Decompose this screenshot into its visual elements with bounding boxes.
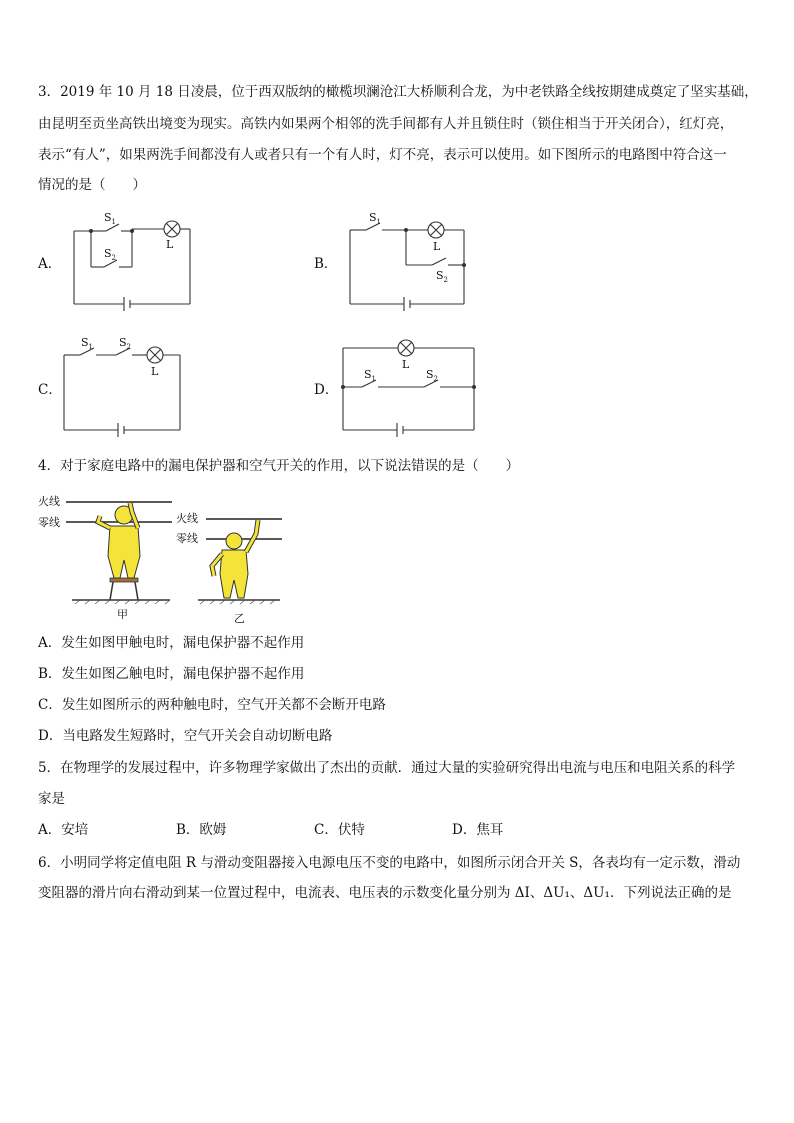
svg-text:S2: $S_2$	[436, 269, 449, 284]
svg-text:火线: 火线	[176, 512, 198, 525]
svg-text:S1: $S_1$	[104, 211, 117, 226]
svg-text:S2: $S_2$	[104, 247, 117, 262]
q3-option-b-label[interactable]: B．	[314, 256, 338, 272]
q4-option-c[interactable]: C．发生如图所示的两种触电时，空气开关都不会断开电路	[38, 697, 386, 713]
svg-text:零线: 零线	[38, 516, 60, 529]
q3-stem-line-4: 情况的是（ ）	[38, 177, 146, 193]
q3-stem-line-1: 3．2019 年 10 月 18 日凌晨，位于西双版纳的橄榄坝澜沧江大桥顺利合龙，为中老铁路全线按期建成奠定了坚实基础，	[38, 84, 758, 100]
svg-text:L: L	[166, 238, 174, 251]
q3-option-d-label[interactable]: D．	[314, 382, 339, 398]
svg-text:S2: $S_2$	[426, 368, 439, 383]
q6-stem-line-2: 变阻器的滑片向右滑动到某一位置过程中，电流表、电压表的示数变化量分别为 ΔI、ΔU₁、ΔU₁．下列说法正确的是	[38, 885, 732, 901]
q4-option-d[interactable]: D．当电路发生短路时，空气开关会自动切断电路	[38, 728, 333, 744]
q4-stem: 4．对于家庭电路中的漏电保护器和空气开关的作用，以下说法错误的是（ ）	[38, 458, 520, 474]
q5-option-a[interactable]: A．安培	[38, 822, 89, 838]
q3-option-a-label[interactable]: A．	[38, 256, 62, 272]
svg-text:S1: $S_1$	[369, 211, 382, 226]
q3-option-c-label[interactable]: C．	[38, 382, 62, 398]
q5-option-d[interactable]: D．焦耳	[452, 822, 504, 838]
q5-option-b[interactable]: B．欧姆	[176, 822, 227, 838]
q5-option-c[interactable]: C．伏特	[314, 822, 365, 838]
q5-stem-line-1: 5．在物理学的发展过程中，许多物理学家做出了杰出的贡献．通过大量的实验研究得出电流与电压和电阻关系的科学	[38, 760, 736, 776]
svg-text:S2: $S_2$	[119, 336, 132, 351]
q6-stem-line-1: 6．小明同学将定值电阻 R 与滑动变阻器接入电源电压不变的电路中，如图所示闭合开关 S，各表均有一定示数，滑动	[38, 855, 741, 871]
person-yi-icon	[212, 520, 258, 598]
q4-option-b[interactable]: B．发生如图乙触电时，漏电保护器不起作用	[38, 666, 305, 682]
svg-text:L: L	[433, 240, 441, 253]
svg-text:乙: 乙	[234, 612, 245, 625]
svg-text:S1: $S_1$	[364, 368, 377, 383]
svg-text:零线: 零线	[176, 532, 198, 545]
q4-option-a[interactable]: A．发生如图甲触电时，漏电保护器不起作用	[38, 635, 305, 651]
q3-stem-line-2: 由昆明至贡坐高铁出境变为现实。高铁内如果两个相邻的洗手间都有人并且锁住时（锁住相当于开关闭合），红灯亮，	[38, 116, 734, 132]
q3-stem-line-3: 表示“有人”，如果两洗手间都没有人或者只有一个有人时，灯不亮，表示可以使用。如下图所示的电路图中符合这一	[38, 147, 727, 163]
svg-text:L: L	[151, 365, 159, 378]
svg-text:S1: $S_1$	[81, 336, 94, 351]
person-jia-icon	[98, 503, 140, 600]
svg-text:L: L	[402, 358, 410, 371]
svg-text:火线: 火线	[38, 495, 60, 508]
q5-stem-line-2: 家是	[38, 791, 65, 807]
svg-text:甲: 甲	[117, 608, 128, 621]
